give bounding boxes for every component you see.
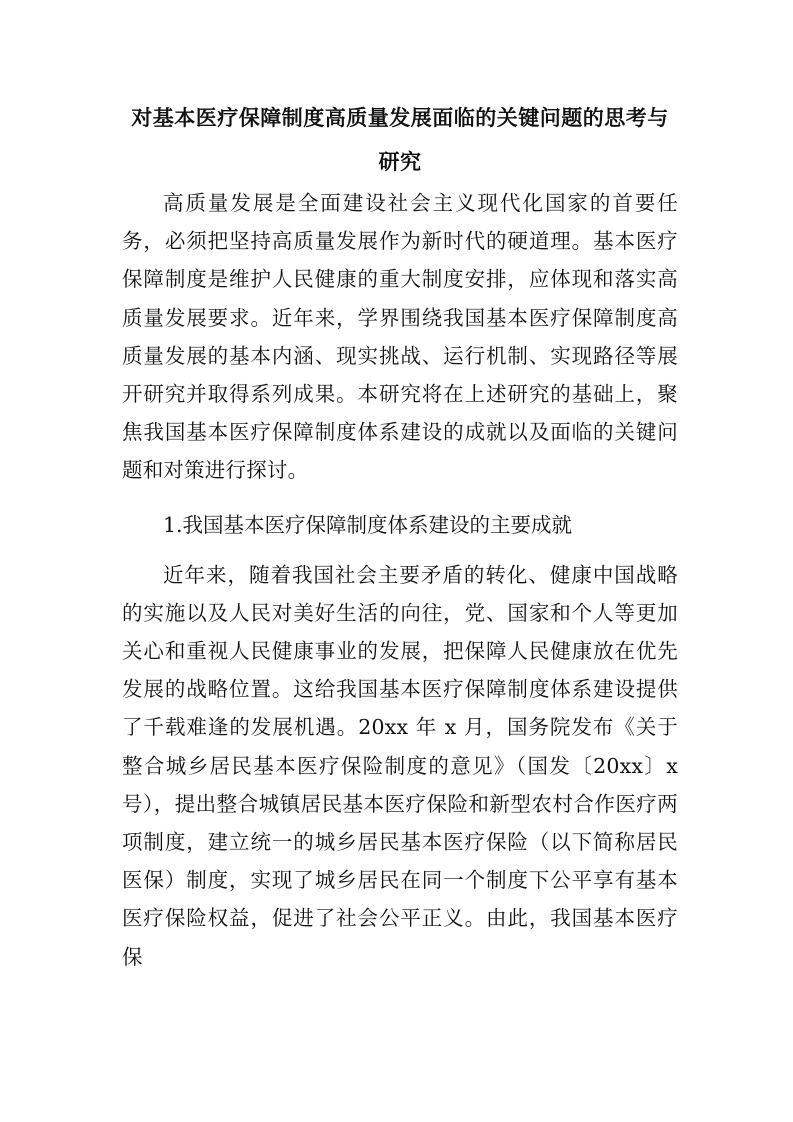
document-title: 对基本医疗保障制度高质量发展面临的关键问题的思考与研究 (131, 105, 669, 174)
intro-paragraph: 高质量发展是全面建设社会主义现代化国家的首要任务，必须把坚持高质量发展作为新时代的硬道理。基本医疗保障制度是维护人民健康的重大制度安排，应体现和落实高质量发展要求。近年来，学界围绕我国基本医疗保障制度高质量发展的基本内涵、现实挑战、运行机制、实现路径等展开研究并取得系列成果。本研究将在上述研究的基础上，聚焦我国基本医疗保障制度体系建设的成就以及面临的关键问题和对策进行探讨。 (122, 191, 678, 483)
section-heading: 1.我国基本医疗保障制度体系建设的主要成就 (163, 512, 573, 537)
document-page (122, 96, 678, 976)
section-paragraph: 近年来，随着我国社会主要矛盾的转化、健康中国战略的实施以及人民对美好生活的向往，党、国家和个人等更加关心和重视人民健康事业的发展，把保障人民健康放在优先发展的战略位置。这给我国基本医疗保障制度体系建设提供了千载难逢的发展机遇。20xx 年 x 月，国务院发布《关于整合城乡居民基本医疗保险制度的意见》（国发〔20xx〕x 号），提出整合城镇居民基本医疗保险和新型农村合作医疗两项制度，建立统一的城乡居民基本医疗保险（以下简称居民医保）制度，实现了城乡居民在同一个制度下公平享有基本医疗保险权益，促进了社会公平正义。由此，我国基本医疗保 (122, 562, 678, 969)
